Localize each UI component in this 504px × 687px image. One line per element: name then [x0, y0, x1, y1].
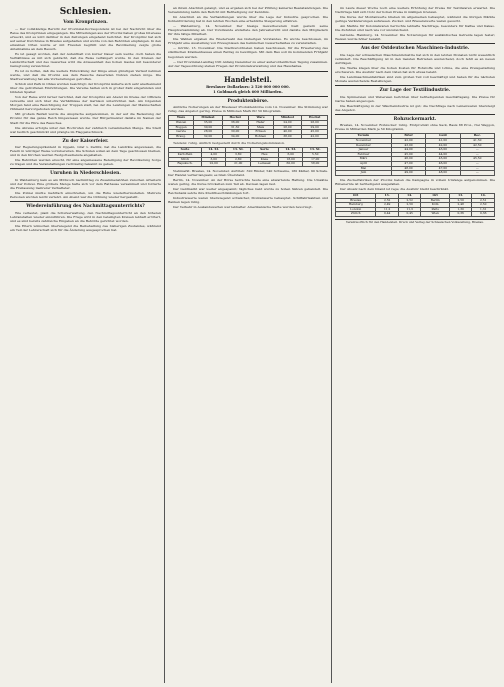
paragraph: Die Kurse der Montanwerte blieben im allgemeinen behauptet, während die übrigen Märkte geringe Veränderungen aufwiesen. Zucker- und Brauereiwerte waren gesucht.	[335, 15, 495, 24]
divider	[335, 114, 495, 115]
paragraph: Industriewerte waren überwiegend schwächer, Montanwerte behauptet. Schiffahrtsaktien und Banken lagen ruhig.	[168, 196, 328, 205]
table-cell: 35,00	[194, 120, 223, 125]
table-cell: 30,00	[222, 130, 248, 135]
paragraph: im Laufe dieser Woche noch eine weitere Erhöhung der Preise für Textilwaren erwartet. Die Nachfrage hält sich trotz der hohen Preise in mäßigen Grenzen.	[335, 6, 495, 15]
table-header: Höchst	[222, 116, 248, 121]
table-cell: 34,00	[222, 134, 248, 139]
table-cell: Breslau	[336, 198, 376, 203]
article-headline: Vom Kronprinzen.	[63, 20, 108, 25]
paragraph: Breslau, 14. November. Rohzucker: ruhig. Erstprodukt ohne Sack, Basis 88 Proz., frei Waggon, Preise in Milliarden Mark je 50 Kilogramm.	[335, 123, 495, 132]
table-cell: 45,00	[391, 152, 425, 157]
table-cell: 22,00	[201, 162, 226, 167]
paragraph: Es ist gesagt worden, daß der Aufenthalt von kurzer Dauer sein werde; doch haben die Verhältnisse es mit sich gebracht, daß die Reise verlängert wurde. In den Kreisen der Landwirtschaft und des Gewerbes wird die Anwesenheit des hohen Gastes mit besonderer Genugtuung verzeichnet.	[10, 51, 161, 68]
table-cell: 1,31	[472, 207, 495, 212]
table-cell: 2,50	[472, 203, 495, 208]
table-cell: Berlin	[421, 198, 449, 203]
table-cell: Leinsaat	[251, 162, 279, 167]
table-header: Termin	[336, 134, 392, 139]
table-cell: 42,00	[391, 139, 425, 144]
paragraph: Viehmarkt. Breslau, 14. November. Auftrieb: 320 Rinder, 540 Schweine, 180 Kälber, 90 Schafe. Der Handel verlief langsam; es blieb Überstand.	[168, 168, 328, 177]
divider	[168, 96, 328, 97]
table-cell: 48,00	[426, 171, 460, 176]
table-cell: 47,00	[426, 166, 460, 171]
table-cell: Zürich	[336, 212, 376, 217]
table-cell: Erbsen	[248, 130, 273, 135]
article-headline: Zur Lage der Textilindustrie.	[379, 88, 451, 94]
table-cell: 58,00	[303, 162, 328, 167]
table-header: Ort	[421, 193, 449, 198]
table-header: Mindest	[273, 116, 302, 121]
table-cell: 17,00	[303, 157, 328, 162]
table-cell: 44,00	[426, 152, 460, 157]
table-cell: 29,00	[302, 125, 328, 130]
section-title-handelsteil: Handelsteil.	[224, 74, 272, 84]
table-cell: 2,50	[398, 203, 421, 208]
table-cell: 45,50	[460, 157, 494, 162]
article-headline: Zu der Kaiserfeier.	[62, 138, 109, 144]
table-row	[336, 171, 495, 176]
paragraph: Tendenz: ruhig. Amtlich festgestellt durch die Notierungskommission.	[173, 141, 285, 146]
table-cell: 47,00	[391, 162, 425, 167]
table-cell: 18,00	[278, 157, 303, 162]
table-header: Sorte	[251, 148, 279, 153]
table-header: Bez.	[460, 134, 494, 139]
table-header: 14. XI.	[278, 148, 303, 153]
table-cell: 2,50	[449, 198, 472, 203]
table-cell: Dezember	[336, 143, 392, 148]
table-cell: 60,00	[278, 162, 303, 167]
table-cell: 28,00	[194, 130, 223, 135]
table-cell: Hamburg	[336, 203, 376, 208]
table-cell: Hafer	[248, 120, 273, 125]
article-headline: Aus der Ostdeutschen Maschinen-Industrie.	[360, 46, 470, 52]
table-cell: 41,00	[426, 139, 460, 144]
table-cell: —	[460, 162, 494, 167]
paragraph: — Der Provinzial-Landtag tritt Anfang Dezember zu einer außerordentlichen Tagung zusammen. Auf der Tagesordnung stehen Fragen der Provinzialverwaltung und des Haushaltes.	[168, 59, 328, 68]
table-cell: 45,00	[302, 130, 328, 135]
table-cell: 2,51	[472, 198, 495, 203]
table-header: Höchst	[302, 116, 328, 121]
table-cell: 2,80	[226, 157, 251, 162]
table-cell: Bohnen	[248, 134, 273, 139]
table-cell: 2,49	[376, 203, 399, 208]
paragraph: — Waldenburg, 14. November. Der hiesige Gewerbeverein hielt gestern seine Hauptversammlung ab. Der Vorsitzende erstattete den Jahresbericht und dankte den Mitgliedern für ihre tätige Mitarbeit.	[168, 24, 328, 37]
table-cell: Gerste	[169, 130, 194, 135]
table-row	[336, 212, 495, 217]
table-cell: 0,44	[376, 212, 399, 217]
table-header: Brief	[391, 134, 425, 139]
table-cell: 42,50	[460, 143, 494, 148]
table-cell: 42,00	[302, 134, 328, 139]
section-title-schlesien: Schlesien.	[59, 7, 112, 17]
paragraph: — Görlitz, 13. November. Die Stadtverordneten haben beschlossen, für die Erweiterung des städtischen Krankenhauses einen Betrag zu bewilligen. Mit dem Bau soll im kommenden Frühjahr begonnen werden.	[168, 46, 328, 59]
table-cell: 2,52	[376, 198, 399, 203]
table-cell: 46,00	[426, 162, 460, 167]
table-cell: Rapskuch.	[169, 162, 202, 167]
table-cell: 42,00	[426, 143, 460, 148]
column-divider	[331, 4, 332, 683]
table-cell: 49,00	[391, 171, 425, 176]
article-body	[10, 27, 161, 134]
table-cell: 46,00	[391, 157, 425, 162]
exchange-rates-table	[335, 193, 495, 217]
table-cell: 40,00	[273, 130, 302, 135]
imprint-footer: Verantwortlich für den Handelsteil. Druck und Verlag der Schlesischen Volkszeitung, Breslau.	[335, 219, 495, 225]
divider	[10, 201, 161, 202]
table-cell: 5,50	[303, 152, 328, 157]
table-cell: Juni	[336, 171, 392, 176]
divider	[335, 85, 495, 86]
paragraph: Amtliche Notierungen an der Breslauer Produktenbörse vom 14. November. Die Stimmung war ruhig, das Angebot gering. Preise in Millionen Mark für 50 Kilogramm.	[168, 105, 328, 114]
table-cell: 2,52	[398, 198, 421, 203]
table-row	[169, 134, 328, 139]
table-cell: Paris	[421, 207, 449, 212]
table-header: Ware	[248, 116, 273, 121]
table-cell: —	[460, 171, 494, 176]
paragraph: Die Spinnereien und Webereien berichten über befriedigenden Geschäftsgang. Die Preise für Garne haben angezogen.	[335, 94, 495, 103]
table-cell: 0,36	[449, 212, 472, 217]
table-cell: März	[336, 157, 392, 162]
paragraph: Schloß und Park in Ohlau wurden besichtigt; der Kronprinz äußerte sich sehr anerkennend über die getroffenen Einrichtungen. Die Vereine hatten sich in großer Zahl eingefunden und bildeten Spalier.	[10, 82, 161, 95]
table-cell: 4,00	[201, 152, 226, 157]
table-cell: 0,45	[398, 212, 421, 217]
sugar-prices-table	[335, 133, 495, 175]
table-cell: 11,3	[398, 207, 421, 212]
table-cell: 3,80	[226, 152, 251, 157]
table-cell: London	[336, 207, 376, 212]
table-cell: 44,00	[391, 148, 425, 153]
divider	[335, 43, 495, 44]
table-cell: 32,00	[194, 134, 223, 139]
paragraph: Die Eltern wünschen überwiegend die Beibehaltung des bisherigen Zustandes, während ein Teil der Lehrerschaft sich für die Änderung ausgesprochen hat.	[10, 223, 161, 232]
table-cell: 31,50	[222, 125, 248, 130]
column-1	[10, 6, 161, 682]
paragraph: Der Regierungspräsident in Oppeln, Graf v. Zedlitz, hat die Landräte angewiesen, die Feiern in würdiger Weise vorzubereiten. Die Schulen sollen an dem Tage geschlossen bleiben, und in den Kirchen werden Festgottesdienste abgehalten.	[10, 145, 161, 158]
article-headline: Wiedereinführung des Nachmittagsunterrichts?	[26, 204, 145, 210]
table-cell: 48,00	[391, 166, 425, 171]
grain-prices-table	[168, 115, 328, 139]
paragraph: In Waldenburg kam es am Mittwoch nachmittag zu Zusammenstößen zwischen Arbeitern und der Polizei. Eine größere Menge hatte sich vor dem Rathause versammelt und forderte die Freilassung mehrerer Verhafteter.	[10, 177, 161, 190]
table-cell: April	[336, 162, 392, 167]
table-cell: Stroh	[169, 157, 202, 162]
paragraph: an ihrem Abschluß gelangt, und es ergaben sich bei der Prüfung keinerlei Beanstandungen. Die Versammlung nahm den Bericht mit Befriedigung zur Kenntnis.	[168, 6, 328, 15]
table-cell: Mais	[248, 125, 273, 130]
table-cell: 45,00	[426, 157, 460, 162]
paragraph: Berlin, 14. November. An der Börse herrschte heute eine abwartende Haltung. Die Umsätze waren gering, die Kurse bröckelten zum Teil ab. Devisen lagen fest.	[168, 177, 328, 186]
paragraph: Der Verkehr in Auslandswerten war lebhafter. Amerikanische Werte wurden bevorzugt.	[173, 205, 313, 210]
divider	[10, 136, 161, 137]
article-headline: Rohzuckermarkt.	[393, 116, 437, 122]
table-header: 13.	[449, 193, 472, 198]
table-cell: Weizen	[169, 120, 194, 125]
table-cell: —	[460, 152, 494, 157]
paragraph: Von der Reise wird ferner berichtet, daß der Kronprinz am Abend im Kreise der Offiziere verweilte und sich über die Verhältnisse der Garnison unterrichten ließ. Am folgenden Morgen fand eine Besichtigung der Truppen statt, bei der die Leistungen der Mannschaften rühmend hervorgehoben wurden.	[10, 95, 161, 112]
table-cell: 2,48	[449, 203, 472, 208]
table-cell: Roggen	[169, 125, 194, 130]
paragraph: Die Behörden werden ersucht, für eine angemessene Beteiligung der Bevölkerung Sorge zu tragen und die Veranstaltungen rechtzeitig bekannt zu geben.	[10, 158, 161, 167]
paragraph: Mit großem Beifall wurde die Ansprache aufgenommen, in der auf die Bedeutung der Provinz für das ganze Reich hingewiesen wurde. Der Bürgermeister dankte im Namen der Stadt für die Ehre des Besuches.	[10, 112, 161, 125]
table-cell: Kartoffeln	[169, 152, 202, 157]
table-row	[169, 162, 328, 167]
paragraph: Die Abreise erfolgte unter den Hochrufen der zahlreich versammelten Menge. Die Stadt war festlich geschmückt und prangte im Flaggenschmuck.	[10, 125, 161, 134]
table-header: 13.	[376, 193, 399, 198]
table-header: Sorte	[169, 148, 202, 153]
table-header: Ort	[336, 193, 376, 198]
table-cell: Januar	[336, 148, 392, 153]
paragraph: Die Zuckerfabriken der Provinz haben die Kampagne in vollem Umfange aufgenommen. Die Rübenernte ist befriedigend ausgefallen.	[335, 177, 495, 186]
table-cell: 41,50	[460, 139, 494, 144]
table-header: 13. XI.	[226, 148, 251, 153]
table-header: 14. XI.	[201, 148, 226, 153]
table-cell: Februar	[336, 152, 392, 157]
paragraph: Die Beschäftigung in der Wäscheindustrie ist gut; die Nachfrage nach Leinenwaren übersteigt das Angebot.	[335, 103, 495, 112]
table-cell: Wien	[421, 212, 449, 217]
paragraph: Die Wahlen ergaben die Wiederwahl des bisherigen Vorstandes. Es wurde beschlossen, im Frühjahr eine Ausstellung von Erzeugnissen des heimischen Gewerbefleißes zu veranstalten.	[168, 37, 328, 46]
table-header: 14.	[398, 193, 421, 198]
paragraph: Die Landmaschinenfabriken sind zum großen Teil voll beschäftigt und haben für die nächsten Monate ausreichende Bestellungen.	[335, 75, 495, 84]
table-cell: Mai	[336, 166, 392, 171]
table-header: Geld	[426, 134, 460, 139]
paragraph: Im Anschluß an die Verhandlungen wurde über die Lage der Industrie gesprochen. Die Kohlenförderung hat in den letzten Wochen eine erhebliche Steigerung erfahren.	[168, 15, 328, 24]
table-header: Ware	[169, 116, 194, 121]
column-divider	[164, 4, 165, 683]
article-headline: Unruhen in Niederschlesien.	[50, 171, 121, 177]
table-cell: 6,00	[278, 152, 303, 157]
table-cell: November	[336, 139, 392, 144]
paragraph: Die Werke klagen über die hohen Kosten für Rohstoffe und Löhne, die eine Preisgestaltung erschweren. Die Ausfuhr nach dem Osten hat sich etwas belebt.	[335, 66, 495, 75]
paragraph: Der Geldmarkt war weiter angespannt; tägliches Geld wurde zu hohen Sätzen gehandelt. Die Reichsbank setzte ihre Kreditbeschränkungen fort.	[168, 186, 328, 195]
article-headline: Produktenbörse.	[227, 98, 269, 104]
dollar-rate: Breslauer Dollarkurs: 2 520 000 000 000.	[206, 84, 290, 89]
table-cell: 0,36	[472, 212, 495, 217]
table-cell: 11,2	[376, 207, 399, 212]
table-header: 13. XI.	[303, 148, 328, 153]
table-cell: 38,00	[273, 134, 302, 139]
table-cell: 26,00	[302, 120, 328, 125]
paragraph: — Der vollständige Bericht der Provinzial-Korrespondenz ist bei der Nachricht über die Reise des Kronprinzen eingegangen. Die Mitteilungen aus der Provinz haben großes Interesse erweckt, und es wird darüber in den Zeitungen eingehend berichtet. Der Kronprinz hat sich auf seiner Durchreise in Breslau aufgehalten und wurde von den Behörden empfangen. In den einzelnen Orten wurde er mit Freuden begrüßt und die Bevölkerung zeigte große Anteilnahme an dem Besuch.	[10, 26, 161, 51]
table-cell: 36,00	[222, 120, 248, 125]
paragraph: Der Absatz nach dem Inland ist rege; die Ausfuhr bleibt beschränkt.	[340, 186, 449, 191]
table-cell: —	[460, 148, 494, 153]
table-cell: 21,00	[226, 162, 251, 167]
table-header: 14.	[472, 193, 495, 198]
table-cell: Braug.	[169, 134, 194, 139]
table-cell: 43,00	[426, 148, 460, 153]
table-cell: 24,00	[273, 120, 302, 125]
column-3	[335, 6, 495, 682]
table-cell: Köln	[421, 203, 449, 208]
table-cell: 43,00	[391, 143, 425, 148]
goldmark-rate: 1 Goldmark gleich 600 Milliarden.	[213, 89, 283, 94]
paragraph: Die Polizei mußte mehrfach einschreiten, um die Ruhe wiederherzustellen. Mehrere Personen wurden leicht verletzt. Am Abend war die Ordnung wieder hergestellt.	[10, 191, 161, 200]
table-cell: 30,00	[194, 125, 223, 130]
table-cell: —	[460, 166, 494, 171]
table-cell: 3,00	[201, 157, 226, 162]
paragraph: Die Lage der schlesischen Maschinenindustrie hat sich in den letzten Monaten nicht wesentlich verändert. Die Beschäftigung ist in den meisten Betrieben ausreichend, doch fehlt es an neuen Aufträgen.	[335, 52, 495, 65]
paragraph: Getreide. Hamburg, 14. November. Die Notierungen für ausländisches Getreide lagen fester; Weizen wurde höher bezahlt.	[335, 33, 495, 42]
produce-prices-table	[168, 147, 328, 166]
column-2	[168, 6, 328, 682]
table-cell: Heu	[251, 152, 279, 157]
table-header: Mindest	[194, 116, 223, 121]
divider	[168, 71, 328, 72]
paragraph: Es ist zu hoffen, daß die weitere Entwicklung der Dinge einen günstigen Verlauf nehmen werde, und daß die Provinz aus dem Besuche dauernden Nutzen ziehen möge. Die Stadtverwaltung hat alle Vorbereitungen getroffen.	[10, 68, 161, 82]
paragraph: Wie verlautet, plant die Schulverwaltung, den Nachmittagsunterricht an den höheren Lehranstalten wieder einzuführen. Die Frage wird in den beteiligten Kreisen lebhaft erörtert, und es sind bereits zahlreiche Eingaben an die Behörde gerichtet worden.	[10, 210, 161, 223]
divider	[10, 168, 161, 169]
table-cell: 28,00	[273, 125, 302, 130]
table-cell: 1,30	[449, 207, 472, 212]
paragraph: Am Markte für Kolonialwaren herrschte lebhafte Nachfrage, besonders für Kaffee und Kakao. Die Zufuhren sind nach wie vor unzureichend.	[335, 24, 495, 33]
table-cell: Kleie	[251, 157, 279, 162]
